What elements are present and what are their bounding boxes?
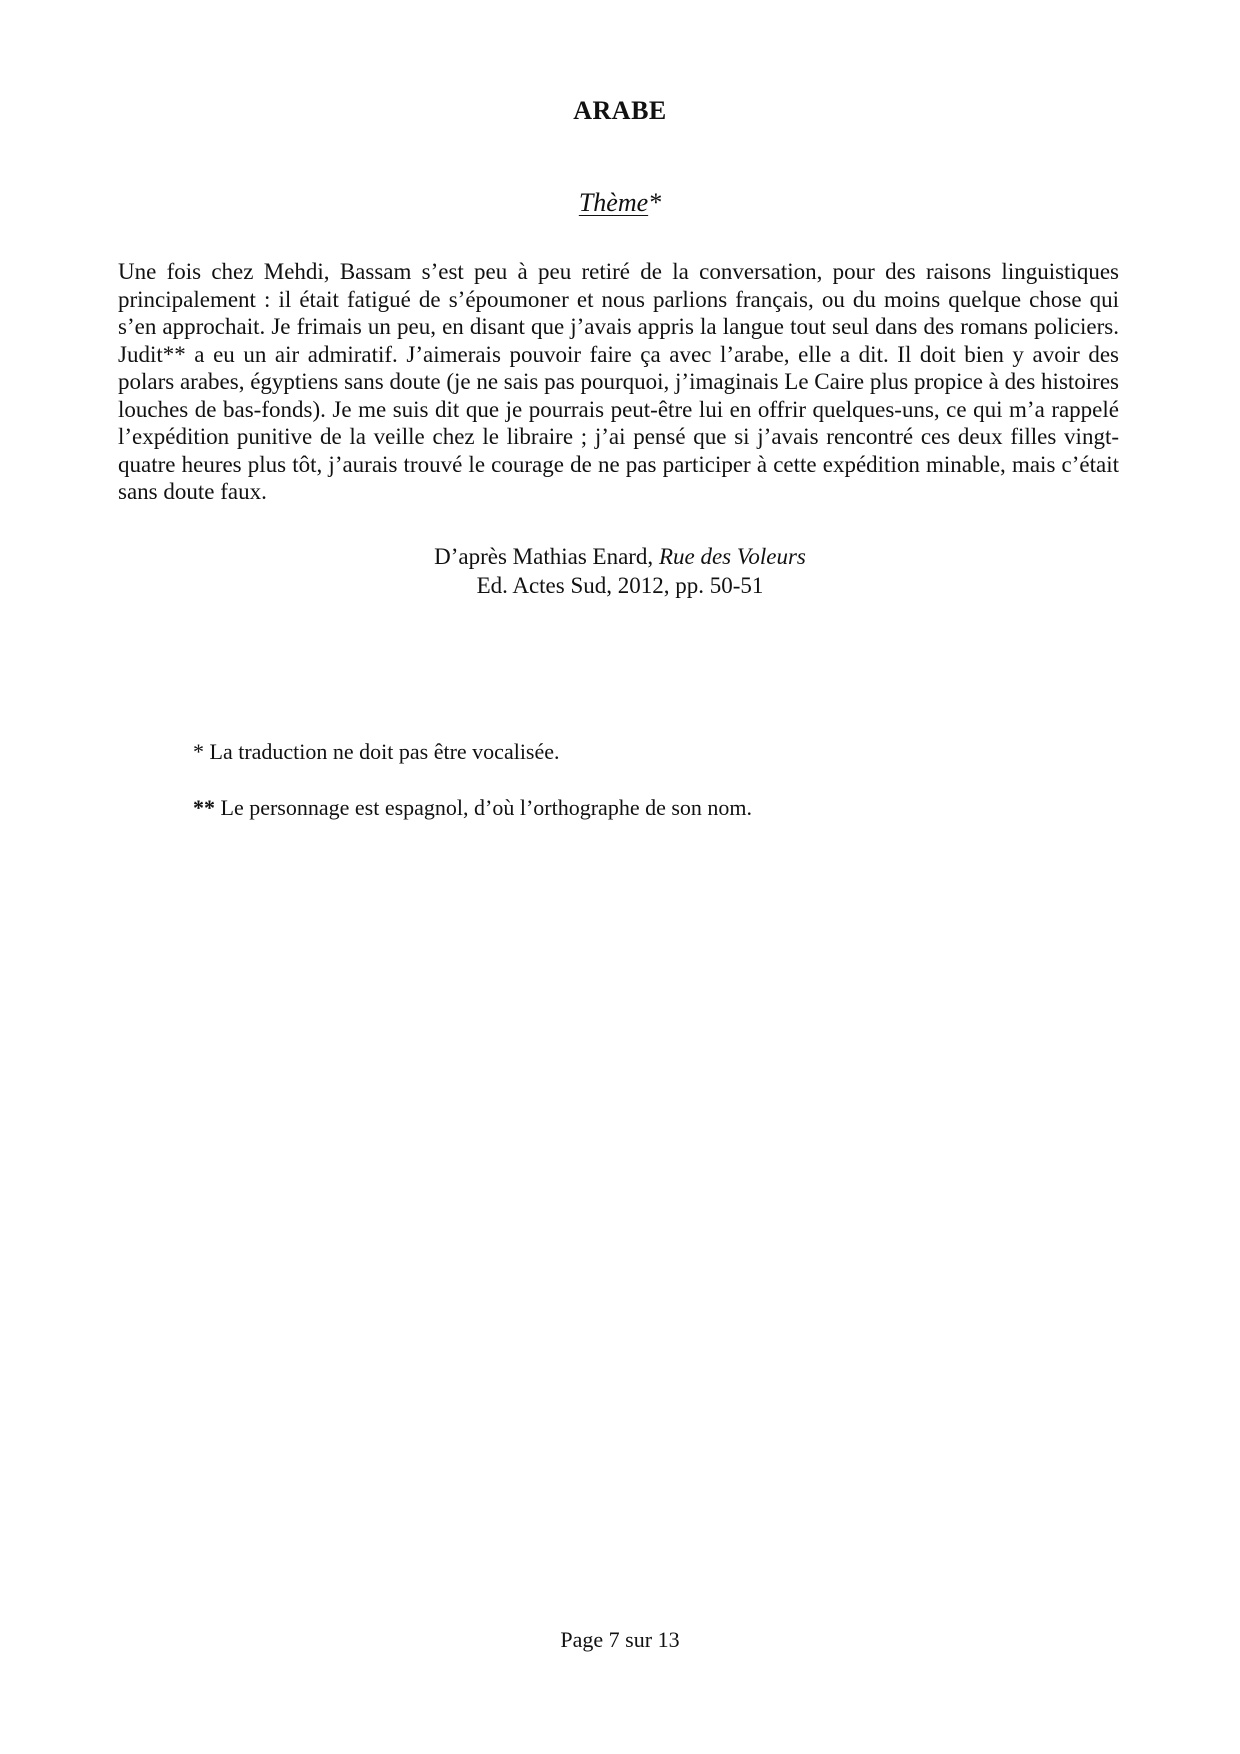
subtitle-marker: * (648, 188, 662, 217)
attribution (0, 542, 1240, 600)
attribution-author-line (0, 542, 1240, 571)
footnote-2-marker: ** (193, 795, 215, 820)
attribution-edition: Ed. Actes Sud, 2012, pp. 50-51 (476, 573, 764, 598)
subtitle-label: Thème (578, 188, 649, 217)
section-subtitle (0, 188, 1240, 218)
footnote-2 (193, 795, 752, 821)
book-title: Rue des Voleurs (658, 544, 806, 569)
footnote-1 (193, 739, 560, 765)
attribution-prefix: D’après Mathias Enard, (434, 544, 659, 569)
page-title: ARABE (573, 96, 667, 125)
footnote-2-text: Le personnage est espagnol, d’où l’orthographe de son nom. (215, 795, 753, 820)
body-paragraph: Une fois chez Mehdi, Bassam s’est peu à peu retiré de la conversation, pour des raisons linguistiques principalement : il était fatigué de s’époumoner et nous parlions français, ou du moins quelque chose qui s’en approchait. Je frimais un peu, en disant que j’avais appris la langue tout seul dans des romans policiers. Judit** a eu un air admiratif. J’aimerais pouvoir faire ça avec l’arabe, elle a dit. Il doit bien y avoir des polars arabes, égyptiens sans doute (je ne sais pas pourquoi, j’imaginais Le Caire plus propice à des histoires louches de bas-fonds). Je me suis dit que je pourrais peut-être lui en offrir quelques-uns, ce qui m’a rappelé l’expédition punitive de la veille chez le libraire ; j’ai pensé que si j’avais rencontré ces deux filles vingt-quatre heures plus tôt, j’aurais trouvé le courage de ne pas participer à cette expédition minable, mais c’était sans doute faux. (118, 259, 1119, 504)
footnote-1-text: La traduction ne doit pas être vocalisée. (204, 739, 560, 764)
footnote-1-marker: * (193, 739, 204, 764)
page-number: Page 7 sur 13 (560, 1627, 680, 1652)
